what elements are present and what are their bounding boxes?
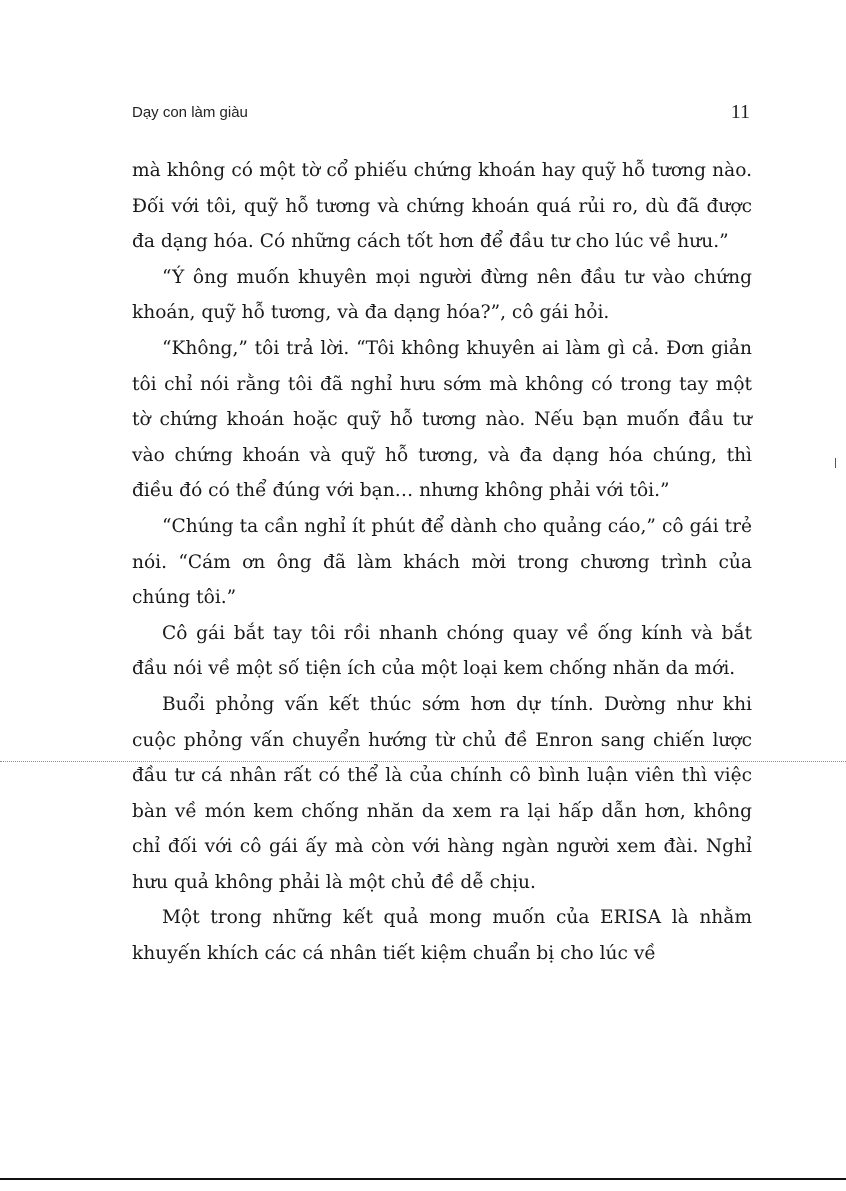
scan-artifact-line — [0, 761, 846, 762]
paragraph: “Không,” tôi trả lời. “Tôi không khuyên ai làm gì cả. Đơn giản tôi chỉ nói rằng tôi đã nghỉ hưu sớm mà không có trong tay một tờ chứng khoán hoặc quỹ hỗ tương nào. Nếu bạn muốn đầu tư vào chứng khoán và quỹ hỗ tương, và đa dạng hóa chúng, thì điều đó có thể đúng với bạn… nhưng không phải với tôi.” — [132, 337, 752, 502]
paragraph: “Ý ông muốn khuyên mọi người đừng nên đầu tư vào chứng khoán, quỹ hỗ tương, và đa dạng hóa?”, cô gái hỏi. — [132, 266, 752, 324]
bottom-edge-rule — [0, 1178, 846, 1180]
paragraph-continued: mà không có một tờ cổ phiếu chứng khoán hay quỹ hỗ tương nào. Đối với tôi, quỹ hỗ tương và chứng khoán quá rủi ro, dù đã được đa dạng hóa. Có những cách tốt hơn để đầu tư cho lúc về hưu.” — [132, 160, 752, 253]
running-head-title: Dạy con làm giàu — [132, 104, 248, 121]
paragraph: Buổi phỏng vấn kết thúc sớm hơn dự tính. Dường như khi cuộc phỏng vấn chuyển hướng từ chủ đề Enron sang chiến lược đầu tư cá nhân rất có thể là của chính cô bình luận viên thì việc bàn về món kem chống nhăn da xem ra lại hấp dẫn hơn, không chỉ đối với cô gái ấy mà còn với hàng ngàn người xem đài. Nghỉ hưu quả không phải là một chủ đề dễ chịu. — [132, 693, 752, 893]
paragraph: Cô gái bắt tay tôi rồi nhanh chóng quay về ống kính và bắt đầu nói về một số tiện ích của một loại kem chống nhăn da mới. — [132, 622, 752, 680]
body-text — [132, 153, 752, 972]
scan-artifact-mark — [835, 458, 836, 468]
paragraph: Một trong những kết quả mong muốn của ERISA là nhằm khuyến khích các cá nhân tiết kiệm chuẩn bị cho lúc về — [132, 907, 752, 965]
paragraph: “Chúng ta cần nghỉ ít phút để dành cho quảng cáo,” cô gái trẻ nói. “Cám ơn ông đã làm khách mời trong chương trình của chúng tôi.” — [132, 515, 752, 609]
page-number: 11 — [730, 101, 750, 123]
